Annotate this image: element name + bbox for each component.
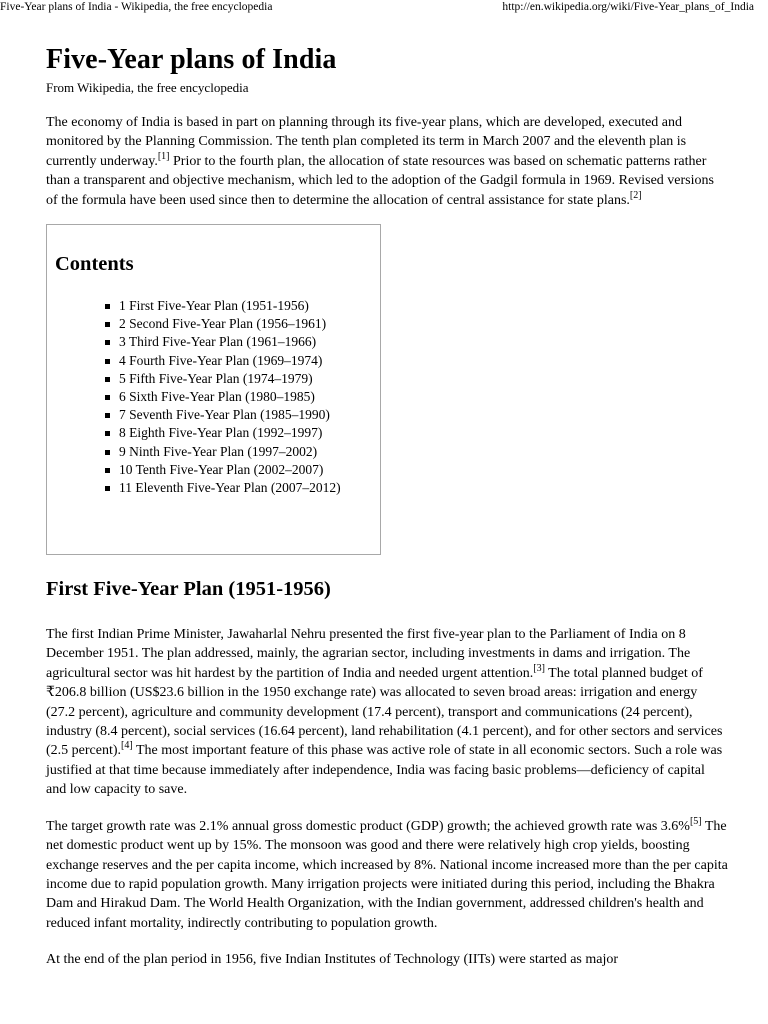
toc-item[interactable]: 9 Ninth Five-Year Plan (1997–2002) [105, 443, 380, 461]
reference-link-3[interactable]: [3] [533, 662, 545, 674]
toc-heading: Contents [55, 253, 134, 276]
toc-item[interactable]: 8 Eighth Five-Year Plan (1992–1997) [105, 424, 380, 442]
toc-item[interactable]: 2 Second Five-Year Plan (1956–1961) [105, 315, 380, 333]
intro-text-2: Prior to the fourth plan, the allocation of state resources was based on schematic patterns rather than a transparent and objective mechanism, which led to the adoption of the Gadgil formula in 1969. Revised versions of the formula have been used since then to determine the allocation of central assistance for state plans. [46, 153, 714, 208]
reference-link-5[interactable]: [5] [689, 815, 702, 827]
print-header-url: http://en.wikipedia.org/wiki/Five-Year_plans_of_India [502, 1, 754, 13]
intro-text-1: The economy of India is based in part on planning through its five-year plans, which are developed, executed and monitored by the Planning Commission. The tenth plan completed its term in March 2007 and the eleventh plan is currently underway. [46, 115, 687, 169]
toc-item[interactable]: 7 Seventh Five-Year Plan (1985–1990) [105, 406, 380, 424]
toc-item[interactable]: 3 Third Five-Year Plan (1961–1966) [105, 333, 380, 351]
section-heading-first-plan: First Five-Year Plan (1951-1956) [46, 578, 331, 601]
toc-item[interactable]: 6 Sixth Five-Year Plan (1980–1985) [105, 388, 380, 406]
paragraph-text: The first Indian Prime Minister, Jawaharlal Nehru presented the first five-year plan to the Parliament of India on 8 December 1951. The plan addressed, mainly, the agrarian sector, including investments in dams and irrigation. The agricultural sector was hit hardest by the partition of India and needed urgent attention. [46, 627, 691, 681]
paragraph-text: The most important feature of this phase was active role of state in all economic sectors. Such a role was justified at that time because immediately after independence, India was facing basic problems—deficiency of capital and low capacity to save. [46, 743, 723, 798]
print-header-title: Five-Year plans of India - Wikipedia, the free encyclopedia [0, 1, 273, 13]
paragraph-text: The net domestic product went up by 15%. The monsoon was good and there were relatively high crop yields, boosting exchange reserves and the per capita income, which increased by 8%. National income increased more than the per capita income due to rapid population growth. Many irrigation projects were initiated during this period, including the Bhakra Dam and Hirakud Dam. The World Health Organization, with the Indian government, addressed children's health and reduced infant mortality, indirectly contributing to population growth. [46, 818, 728, 931]
section-paragraph [46, 817, 728, 933]
print-header [0, 0, 768, 16]
section-paragraph [46, 950, 728, 969]
paragraph-text: At the end of the plan period in 1956, five Indian Institutes of Technology (IITs) were started as major [46, 952, 619, 968]
intro-paragraph [46, 113, 728, 210]
reference-link-1[interactable]: [1] [157, 150, 170, 162]
table-of-contents [46, 224, 381, 555]
section-paragraph [46, 625, 728, 800]
toc-item[interactable]: 5 Fifth Five-Year Plan (1974–1979) [105, 370, 380, 388]
paragraph-text: The target growth rate was 2.1% annual gross domestic product (GDP) growth; the achieved growth rate was 3.6% [46, 818, 690, 834]
toc-item[interactable]: 11 Eleventh Five-Year Plan (2007–2012) [105, 479, 380, 497]
reference-link-2[interactable]: [2] [629, 189, 642, 201]
toc-item[interactable]: 4 Fourth Five-Year Plan (1969–1974) [105, 352, 380, 370]
toc-list [55, 297, 380, 497]
paragraph-text: The total planned budget of ₹206.8 billion (US$23.6 billion in the 1950 exchange rate) was allocated to seven broad areas: irrigation and energy (27.2 percent), agriculture and community development (17.4 percent), transport and communications (24 percent), industry (8.4 percent), social services (16.64 percent), land rehabilitation (4.1 percent), and for other sectors and services (2.5 percent). [46, 665, 723, 759]
toc-item[interactable]: 10 Tenth Five-Year Plan (2002–2007) [105, 461, 380, 479]
page-subtitle: From Wikipedia, the free encyclopedia [46, 80, 249, 95]
article [46, 44, 728, 970]
toc-item[interactable]: 1 First Five-Year Plan (1951-1956) [105, 297, 380, 315]
reference-link-4[interactable]: [4] [121, 740, 133, 752]
page-title: Five-Year plans of India [46, 44, 337, 75]
